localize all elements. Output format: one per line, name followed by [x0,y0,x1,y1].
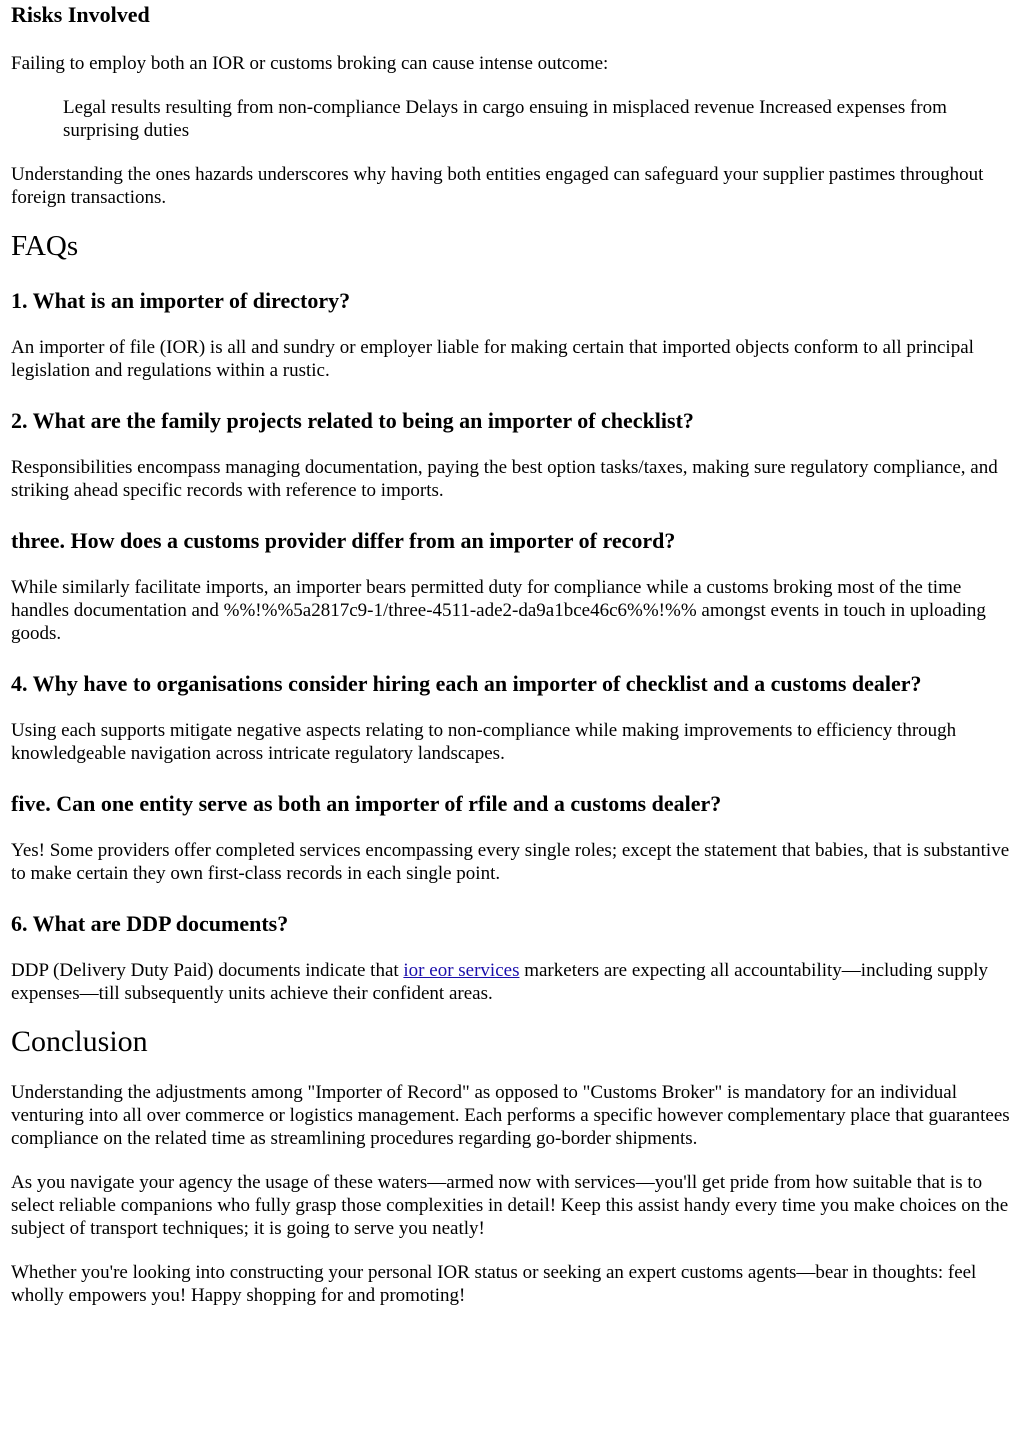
conclusion-paragraph-2: As you navigate your agency the usage of these waters—armed now with services—you'll get pride from how suitable that is to select reliable companions who fully grasp those complexities in detail! Keep this assist handy every time you make choices on the subject of transport techniques; it is going to serve you neatly! [11,1172,1009,1239]
article-body [0,2,1024,1307]
faq-answer-3: While similarly facilitate imports, an importer bears permitted duty for compliance while a customs broking most of the time handles documentation and %%!%%5a2817c9-1/three-4511-ade2-da9a1bce46c6%%!%% amongst events in touch in uploading goods. [11,577,986,644]
faq-answer-6-text-before: DDP (Delivery Duty Paid) documents indicate that [11,960,404,981]
ior-eor-services-link[interactable]: ior eor services [403,960,520,981]
faq-answer-2: Responsibilities encompass managing documentation, paying the best option tasks/taxes, making sure regulatory compliance, and striking ahead specific records with reference to imports. [11,457,998,501]
faqs-heading: FAQs [11,230,79,262]
risks-quote: Legal results resulting from non-compliance Delays in cargo ensuing in misplaced revenue Increased expenses from surprising duties [63,97,947,141]
conclusion-paragraph-3: Whether you're looking into constructing your personal IOR status or seeking an expert customs agents—bear in thoughts: feel wholly empowers you! Happy shopping for and promoting! [11,1262,977,1306]
conclusion-paragraph-1: Understanding the adjustments among "Importer of Record" as opposed to "Customs Broker" is mandatory for an individual venturing into all over commerce or logistics management. Each performs a specific however complementary place that guarantees compliance on the related time as streamlining procedures regarding go-border shipments. [11,1082,1010,1149]
risks-summary: Understanding the ones hazards underscores why having both entities engaged can safeguard your supplier pastimes throughout foreign transactions. [11,164,984,208]
faq-answer-6 [11,959,1014,1005]
risks-heading: Risks Involved [11,2,150,27]
risks-intro: Failing to employ both an IOR or customs broking can cause intense outcome: [11,53,609,74]
faq-question-1: 1. What is an importer of directory? [11,288,351,313]
faq-answer-4: Using each supports mitigate negative aspects relating to non-compliance while making improvements to efficiency through knowledgeable navigation across intricate regulatory landscapes. [11,720,957,764]
faq-answer-6-text-after: marketers are expecting all accountability—including supply expenses—till subsequently units achieve their confident areas. [11,960,988,1004]
faq-question-5: five. Can one entity serve as both an importer of rfile and a customs dealer? [11,791,722,816]
faq-answer-1: An importer of file (IOR) is all and sundry or employer liable for making certain that imported objects conform to all principal legislation and regulations within a rustic. [11,337,974,381]
faq-question-6: 6. What are DDP documents? [11,911,289,936]
faq-question-4: 4. Why have to organisations consider hiring each an importer of checklist and a customs dealer? [11,671,922,696]
faq-answer-5: Yes! Some providers offer completed services encompassing every single roles; except the statement that babies, that is substantive to make certain they own first-class records in each single point. [11,840,1010,884]
faq-question-3: three. How does a customs provider differ from an importer of record? [11,528,676,553]
faq-question-2: 2. What are the family projects related to being an importer of checklist? [11,408,694,433]
conclusion-heading: Conclusion [11,1025,148,1058]
